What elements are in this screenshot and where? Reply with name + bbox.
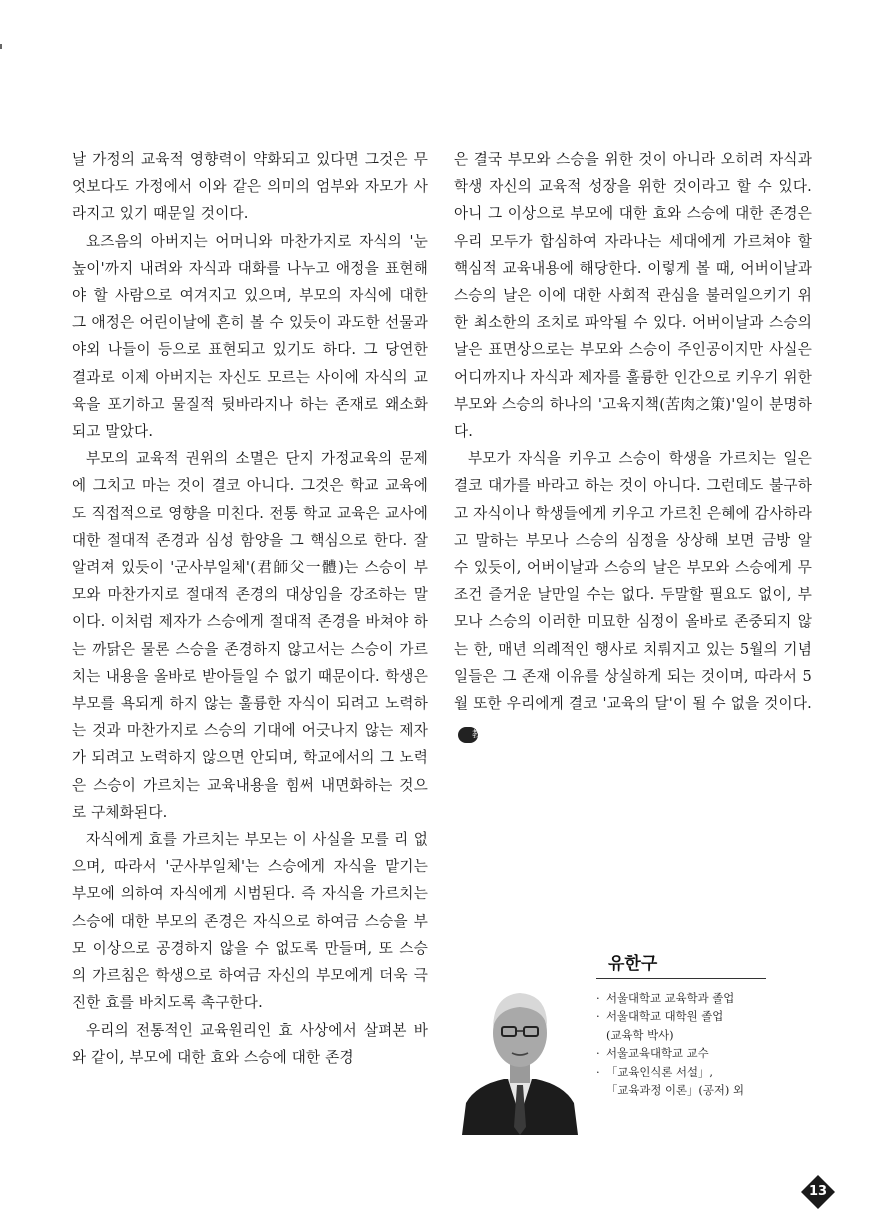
credential-item: · 서울교육대학교 교수 xyxy=(596,1044,744,1062)
paragraph xyxy=(454,445,812,744)
paragraph-text: 부모가 자식을 키우고 스승이 학생을 가르치는 일은 결코 대가를 바라고 하는 것이 아니다. 그런데도 불구하고 자식이나 학생들에게 키우고 가르친 은혜에 감사하라고 말하는 부모나 스승의 심정을 상상해 보면 금방 알 수 있듯이, 어버이날과 스승의 날은 부모와 스승에게 무조건 즐거운 날만일 수는 없다. 두말할 필요도 없이, 부모나 스승의 이러한 미묘한 심정이 올바로 존중되지 않는 한, 매년 의례적인 행사로 치뤄지고 있는 5월의 기념일들은 그 존재 이유를 상실하게 되는 것이며, 따라서 5월 또한 우리에게 결코 '교육의 달'이 될 수 없을 것이다. xyxy=(454,450,812,713)
end-mark-icon: 教 xyxy=(458,727,478,743)
credential-item: 「교육과정 이론」(공저) 외 xyxy=(606,1083,744,1098)
article-column-left xyxy=(72,146,428,1071)
author-credentials xyxy=(596,989,744,1099)
bullet-icon: · xyxy=(596,1064,600,1079)
credential-item: · 서울대학교 교육학과 졸업 xyxy=(596,989,744,1007)
credential-item: · 「교육인식론 서설」, xyxy=(596,1063,744,1081)
divider xyxy=(596,978,766,979)
bullet-icon: · xyxy=(596,1009,600,1024)
paragraph: 날 가정의 교육적 영향력이 약화되고 있다면 그것은 무엇보다도 가정에서 이와 같은 의미의 엄부와 자모가 사라지고 있기 때문일 것이다. xyxy=(72,151,428,223)
page-number xyxy=(800,1174,836,1210)
bullet-icon: · xyxy=(596,1046,600,1061)
paragraph: 우리의 전통적인 교육원리인 효 사상에서 살펴본 바와 같이, 부모에 대한 효와 스승에 대한 존경 xyxy=(72,1021,428,1066)
page-number-label: 13 xyxy=(808,1184,828,1199)
article-column-right xyxy=(454,146,812,744)
paragraph: 자식에게 효를 가르치는 부모는 이 사실을 모를 리 없으며, 따라서 '군사부일체'는 스승에게 자식을 맡기는 부모에 의하여 자식에게 시범된다. 즉 자식을 가르치는 스승에 대한 부모의 존경은 자식으로 하여금 스승을 부모 이상으로 공경하지 않을 수 없도록 만들며, 또 스승의 가르침은 학생으로 하여금 자신의 부모에게 더욱 극진한 효를 바치도록 촉구한다. xyxy=(72,831,428,1012)
author-name: 유한구 xyxy=(608,954,658,974)
margin-mark xyxy=(0,44,2,49)
author-photo xyxy=(456,967,584,1135)
paragraph: 요즈음의 아버지는 어머니와 마찬가지로 자식의 '눈높이'까지 내려와 자식과 대화를 나누고 애정을 표현해야 할 사람으로 여겨지고 있으며, 부모의 자식에 대한 그 애정은 어린이날에 흔히 볼 수 있듯이 과도한 선물과 야외 나들이 등으로 표현되고 있기도 하다. 그 당연한 결과로 이제 아버지는 자신도 모르는 사이에 자식의 교육을 포기하고 물질적 뒷바라지나 하는 존재로 왜소화되고 말았다. xyxy=(72,232,428,441)
paragraph: 부모의 교육적 권위의 소멸은 단지 가정교육의 문제에 그치고 마는 것이 결코 아니다. 그것은 학교 교육에도 직접적으로 영향을 미친다. 전통 학교 교육은 교사에 대한 절대적 존경과 심성 함양을 그 핵심으로 한다. 잘 알려져 있듯이 '군사부일체'(君師父一體)는 스승이 부모와 마찬가지로 절대적 존경의 대상임을 강조하는 말이다. 이처럼 제자가 스승에게 절대적 존경을 바쳐야 하는 까닭은 물론 스승을 존경하지 않고서는 스승이 가르치는 내용을 올바로 받아들일 수 없기 때문이다. 학생은 부모를 욕되게 하지 않는 훌륭한 자식이 되려고 노력하는 것과 마찬가지로 스승의 기대에 어긋나지 않는 제자가 되려고 노력하지 않으면 안되며, 학교에서의 그 노력은 스승이 가르치는 교육내용을 힘써 내면화하는 것으로 구체화된다. xyxy=(72,450,428,821)
author-bio xyxy=(456,945,766,1150)
bullet-icon: · xyxy=(596,991,600,1005)
paragraph: 은 결국 부모와 스승을 위한 것이 아니라 오히려 자식과 학생 자신의 교육적 성장을 위한 것이라고 할 수 있다. 아니 그 이상으로 부모에 대한 효와 스승에 대한 존경은 우리 모두가 합심하여 자라나는 세대에게 가르쳐야 할 핵심적 교육내용에 해당한다. 이렇게 볼 때, 어버이날과 스승의 날은 이에 대한 사회적 관심을 불러일으키기 위한 최소한의 조치로 파악될 수 있다. 어버이날과 스승의 날은 표면상으로는 부모와 스승이 주인공이지만 사실은 어디까지나 자식과 제자를 훌륭한 인간으로 키우기 위한 부모와 스승의 하나의 '고육지책(苦肉之策)'일이 분명하다. xyxy=(454,151,812,441)
credential-item: · 서울대학교 대학원 졸업 xyxy=(596,1007,744,1025)
credential-item: (교육학 박사) xyxy=(606,1027,674,1042)
